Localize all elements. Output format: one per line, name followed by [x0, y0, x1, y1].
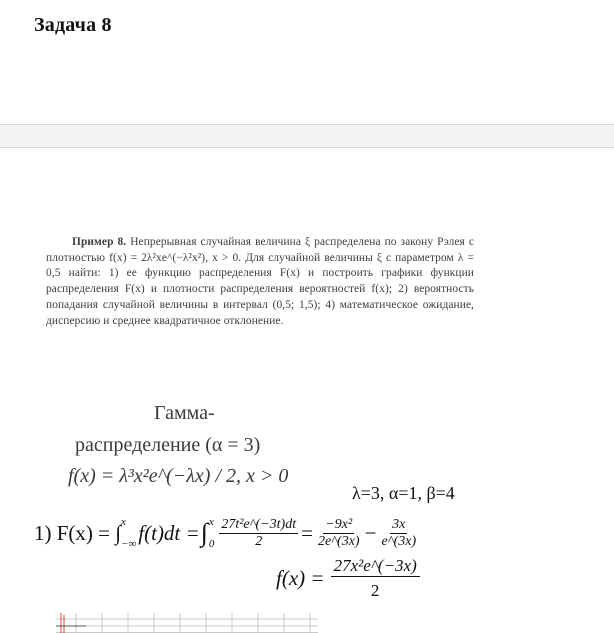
task-heading: Задача 8 [34, 14, 112, 36]
fraction-2-numerator: −9x² [325, 516, 353, 532]
equals-sign: = [301, 520, 313, 545]
density-denominator: 2 [370, 581, 380, 600]
cdf-integrand: f(t)dt = [138, 520, 200, 545]
density-fraction [331, 556, 420, 601]
fraction-2-denominator: 2e^(3x) [317, 533, 360, 549]
fraction-3-denominator: e^(3x) [381, 533, 417, 549]
example-lead: Пример 8. [72, 236, 127, 248]
fraction-1 [219, 517, 298, 550]
gamma-title-line2: распределение (α = 3) [75, 434, 261, 456]
graph-grid-fragment [56, 613, 318, 633]
example-text: Непрерывная случайная величина ξ распределена по закону Рэлея с плотностью f(x) = 2λ²xe^(−λ²x²), x > 0. Для случайной величины ξ с параметром λ = 0,5 найти: 1) ее функцию распределения F(x) и построить графики функции распределения F(x) и плотности распределения вероятностей f(x); 2) вероятность попадания случайной величины в интервал (0,5; 1,5); 4) математическое ожидание, дисперсию и среднее квадратичное отклонение. [46, 236, 475, 327]
fraction-1-numerator: 27t²e^(−3t)dt [221, 516, 297, 532]
gamma-title-line1: Гамма- [154, 402, 215, 424]
integral-1-lower: −∞ [121, 538, 137, 550]
parameters-line: λ=3, α=1, β=4 [352, 483, 455, 503]
gamma-density-formula: f(x) = λ³x²e^(−λx) / 2, x > 0 [68, 465, 289, 487]
fraction-3-numerator: 3x [392, 516, 406, 532]
integral-2-upper: x [208, 516, 214, 528]
fraction-2 [316, 517, 362, 550]
cdf-equation [34, 510, 421, 556]
integral-1-upper: x [121, 516, 126, 528]
cdf-prefix: 1) F(x) = ∫ [34, 520, 122, 545]
fraction-3 [379, 517, 418, 550]
integral-2-lower: 0 [208, 538, 215, 550]
density-numerator: 27x²e^(−3x) [331, 556, 420, 577]
section-divider [0, 124, 614, 148]
integral-sign-2: ∫ [200, 518, 208, 547]
example-paragraph [46, 235, 474, 329]
density-lhs: f(x) = [276, 566, 325, 590]
integral-limits-1 [121, 516, 136, 550]
fraction-1-denominator: 2 [255, 533, 263, 549]
density-equation [276, 556, 420, 601]
minus-sign: − [364, 520, 377, 545]
integral-limits-2 [209, 516, 215, 550]
